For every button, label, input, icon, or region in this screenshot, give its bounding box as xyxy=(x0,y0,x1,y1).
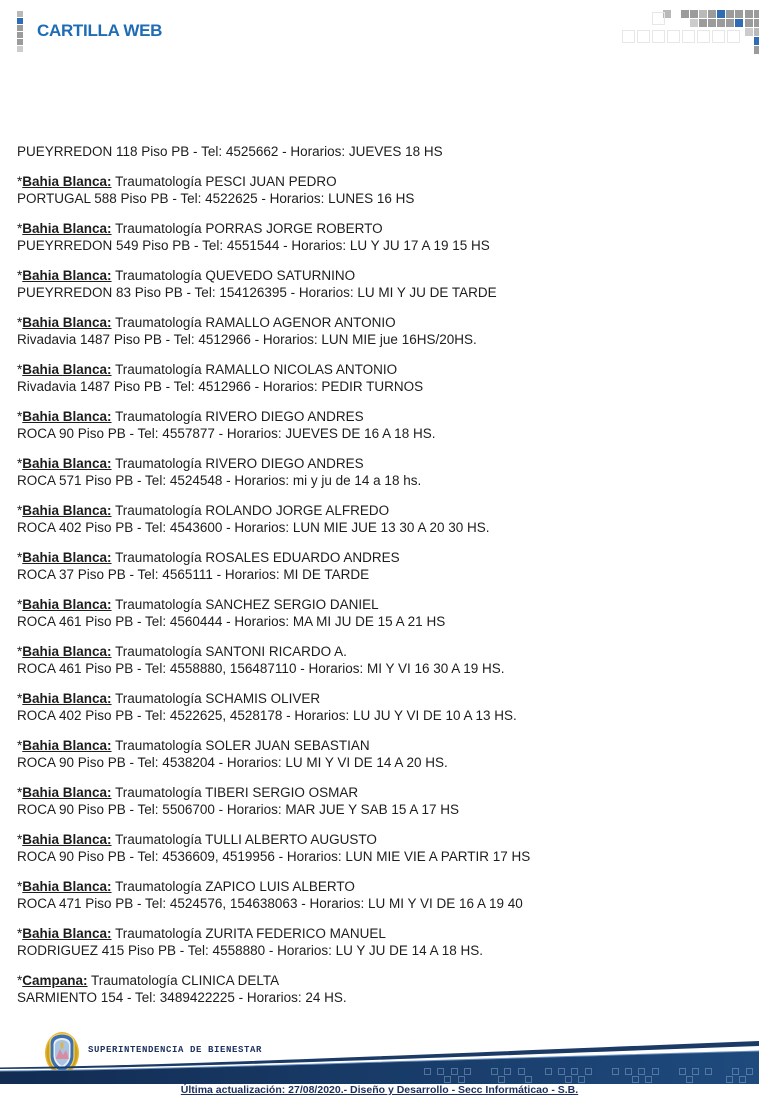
band-square-decor xyxy=(444,1076,451,1083)
mosaic-square xyxy=(712,30,725,43)
mosaic-square xyxy=(690,19,698,27)
band-square-decor xyxy=(571,1068,578,1075)
band-square-decor xyxy=(565,1076,572,1083)
mosaic-square xyxy=(727,30,740,43)
entry-detail: RODRIGUEZ 415 Piso PB - Tel: 4558880 - Horarios: LU Y JU DE 14 A 18 HS. xyxy=(17,943,483,958)
entry-specialty-name: Traumatología RAMALLO NICOLAS ANTONIO xyxy=(115,362,398,377)
provider-entry xyxy=(17,173,737,207)
entry-city: Bahia Blanca: xyxy=(22,691,112,706)
entry-specialty-name: Traumatología CLINICA DELTA xyxy=(91,973,280,988)
entry-detail: PUEYRREDON 549 Piso PB - Tel: 4551544 - Horarios: LU Y JU 17 A 19 15 HS xyxy=(17,238,490,253)
entry-city: Bahia Blanca: xyxy=(22,597,112,612)
entry-detail: ROCA 90 Piso PB - Tel: 4557877 - Horarios: JUEVES DE 16 A 18 HS. xyxy=(17,426,436,441)
provider-entry xyxy=(17,925,737,959)
mosaic-square xyxy=(735,10,743,18)
provider-entry xyxy=(17,549,737,583)
provider-entry xyxy=(17,690,737,724)
entry-heading xyxy=(17,361,737,378)
mosaic-square xyxy=(681,10,689,18)
band-square-decor xyxy=(518,1068,525,1075)
entry-city: Bahia Blanca: xyxy=(22,738,112,753)
provider-entry xyxy=(17,737,737,771)
mosaic-square xyxy=(754,10,759,18)
provider-entry xyxy=(17,878,737,912)
entry-heading xyxy=(17,220,737,237)
entry-city: Bahia Blanca: xyxy=(22,174,112,189)
entry-detail: ROCA 471 Piso PB - Tel: 4524576, 154638063 - Horarios: LU MI Y VI DE 16 A 19 40 xyxy=(17,896,523,911)
entry-detail: PORTUGAL 588 Piso PB - Tel: 4522625 - Horarios: LUNES 16 HS xyxy=(17,191,415,206)
mosaic-square xyxy=(754,37,759,45)
mosaic-square xyxy=(708,10,716,18)
mosaic-square xyxy=(17,25,23,31)
entry-specialty-name: Traumatología PESCI JUAN PEDRO xyxy=(115,174,337,189)
provider-entry xyxy=(17,220,737,254)
entry-star: * xyxy=(17,409,23,424)
entry-city: Bahia Blanca: xyxy=(22,785,112,800)
provider-entry xyxy=(17,502,737,536)
entry-detail: ROCA 90 Piso PB - Tel: 4536609, 4519956 - Horarios: LUN MIE VIE A PARTIR 17 HS xyxy=(17,849,531,864)
entry-heading xyxy=(17,690,737,707)
mosaic-square xyxy=(754,46,759,54)
mosaic-square xyxy=(717,19,725,27)
entry-city: Bahia Blanca: xyxy=(22,315,112,330)
provider-entry xyxy=(17,455,737,489)
entry-star: * xyxy=(17,362,23,377)
provider-entry xyxy=(17,314,737,348)
entry-specialty-name: Traumatología SCHAMIS OLIVER xyxy=(115,691,321,706)
mosaic-square xyxy=(745,28,753,36)
entry-detail: ROCA 461 Piso PB - Tel: 4560444 - Horarios: MA MI JU DE 15 A 21 HS xyxy=(17,614,446,629)
mosaic-square xyxy=(667,30,680,43)
band-square-decor xyxy=(679,1068,686,1075)
entry-city: Bahia Blanca: xyxy=(22,268,112,283)
entry-heading xyxy=(17,455,737,472)
mosaic-square xyxy=(699,19,707,27)
entry-star: * xyxy=(17,644,23,659)
band-square-decor xyxy=(726,1076,733,1083)
provider-entry xyxy=(17,408,737,442)
mosaic-square xyxy=(754,28,759,36)
provider-entry xyxy=(17,361,737,395)
mosaic-square xyxy=(735,19,743,27)
band-square-decor xyxy=(558,1068,565,1075)
entry-star: * xyxy=(17,174,23,189)
entry-heading xyxy=(17,831,737,848)
mosaic-square xyxy=(682,30,695,43)
entry-heading xyxy=(17,925,737,942)
entry-specialty-name: Traumatología RIVERO DIEGO ANDRES xyxy=(115,409,364,424)
entry-city: Bahia Blanca: xyxy=(22,409,112,424)
entry-heading xyxy=(17,737,737,754)
entry-heading xyxy=(17,408,737,425)
entry-detail: SARMIENTO 154 - Tel: 3489422225 - Horarios: 24 HS. xyxy=(17,990,347,1005)
entry-detail: ROCA 402 Piso PB - Tel: 4543600 - Horarios: LUN MIE JUE 13 30 A 20 30 HS. xyxy=(17,520,490,535)
band-square-decor xyxy=(451,1068,458,1075)
mosaic-square xyxy=(697,30,710,43)
band-square-decor xyxy=(625,1068,632,1075)
entry-city: Bahia Blanca: xyxy=(22,550,112,565)
entry-specialty-name: Traumatología ZURITA FEDERICO MANUEL xyxy=(115,926,386,941)
entry-city: Bahia Blanca: xyxy=(22,362,112,377)
entry-star: * xyxy=(17,691,23,706)
entry-heading xyxy=(17,596,737,613)
entry-heading xyxy=(17,267,737,284)
entries-container xyxy=(17,173,737,1006)
mosaic-square xyxy=(17,39,23,45)
entry-detail: ROCA 571 Piso PB - Tel: 4524548 - Horarios: mi y ju de 14 a 18 hs. xyxy=(17,473,422,488)
band-square-decor xyxy=(578,1076,585,1083)
band-square-decor xyxy=(525,1076,532,1083)
entry-heading xyxy=(17,549,737,566)
mosaic-square xyxy=(726,10,734,18)
mosaic-square xyxy=(754,19,759,27)
entry-heading xyxy=(17,878,737,895)
entry-city: Bahia Blanca: xyxy=(22,879,112,894)
provider-entry xyxy=(17,643,737,677)
band-square-decor xyxy=(491,1068,498,1075)
entry-star: * xyxy=(17,879,23,894)
entry-detail: ROCA 90 Piso PB - Tel: 5506700 - Horarios: MAR JUE Y SAB 15 A 17 HS xyxy=(17,802,459,817)
mosaic-square xyxy=(637,30,650,43)
band-square-decor xyxy=(746,1068,753,1075)
band-square-decor xyxy=(686,1076,693,1083)
mosaic-square xyxy=(17,32,23,38)
entry-detail: ROCA 90 Piso PB - Tel: 4538204 - Horarios: LU MI Y VI DE 14 A 20 HS. xyxy=(17,755,448,770)
entry-specialty-name: Traumatología RIVERO DIEGO ANDRES xyxy=(115,456,364,471)
entry-star: * xyxy=(17,926,23,941)
entry-specialty-name: Traumatología TIBERI SERGIO OSMAR xyxy=(115,785,359,800)
entry-star: * xyxy=(17,315,23,330)
provider-entry xyxy=(17,831,737,865)
listing-continuation-line: PUEYRREDON 118 Piso PB - Tel: 4525662 - Horarios: JUEVES 18 HS xyxy=(17,144,443,159)
band-square-decor xyxy=(437,1068,444,1075)
entry-heading xyxy=(17,314,737,331)
mosaic-square xyxy=(690,10,698,18)
org-name: SUPERINTENDENCIA DE BIENESTAR xyxy=(88,1045,263,1055)
band-square-decor xyxy=(692,1068,699,1075)
entry-star: * xyxy=(17,785,23,800)
entry-heading xyxy=(17,502,737,519)
entry-star: * xyxy=(17,268,23,283)
band-square-decor xyxy=(464,1068,471,1075)
mosaic-square xyxy=(745,10,753,18)
mosaic-square xyxy=(717,10,725,18)
entry-star: * xyxy=(17,221,23,236)
mosaic-square xyxy=(699,10,707,18)
band-square-decor xyxy=(739,1076,746,1083)
mosaic-square xyxy=(708,19,716,27)
entry-city: Bahia Blanca: xyxy=(22,221,112,236)
band-square-decor xyxy=(424,1068,431,1075)
entry-specialty-name: Traumatología ZAPICO LUIS ALBERTO xyxy=(115,879,355,894)
entry-specialty-name: Traumatología QUEVEDO SATURNINO xyxy=(115,268,356,283)
band-square-decor xyxy=(498,1076,505,1083)
entry-star: * xyxy=(17,738,23,753)
entry-heading xyxy=(17,784,737,801)
entry-specialty-name: Traumatología SANTONI RICARDO A. xyxy=(115,644,347,659)
page-title: CARTILLA WEB xyxy=(37,21,163,40)
band-square-decor xyxy=(732,1068,739,1075)
mosaic-square xyxy=(17,46,23,52)
band-square-decor xyxy=(458,1076,465,1083)
entry-detail: PUEYRREDON 83 Piso PB - Tel: 154126395 - Horarios: LU MI Y JU DE TARDE xyxy=(17,285,497,300)
band-square-decor xyxy=(612,1068,619,1075)
entry-detail: ROCA 402 Piso PB - Tel: 4522625, 4528178 - Horarios: LU JU Y VI DE 10 A 13 HS. xyxy=(17,708,517,723)
entry-detail: Rivadavia 1487 Piso PB - Tel: 4512966 - Horarios: PEDIR TURNOS xyxy=(17,379,424,394)
mosaic-square xyxy=(726,19,734,27)
entry-city: Bahia Blanca: xyxy=(22,832,112,847)
entry-specialty-name: Traumatología SOLER JUAN SEBASTIAN xyxy=(115,738,370,753)
entry-city: Campana: xyxy=(22,973,88,988)
entry-specialty-name: Traumatología RAMALLO AGENOR ANTONIO xyxy=(115,315,396,330)
entry-city: Bahia Blanca: xyxy=(22,926,112,941)
mosaic-square xyxy=(745,19,753,27)
mosaic-square xyxy=(652,30,665,43)
mosaic-square xyxy=(17,18,23,24)
entry-specialty-name: Traumatología SANCHEZ SERGIO DANIEL xyxy=(115,597,379,612)
provider-entry xyxy=(17,596,737,630)
entry-city: Bahia Blanca: xyxy=(22,503,112,518)
entry-detail: Rivadavia 1487 Piso PB - Tel: 4512966 - Horarios: LUN MIE jue 16HS/20HS. xyxy=(17,332,477,347)
band-square-decor xyxy=(645,1076,652,1083)
provider-entry xyxy=(17,972,737,1006)
entry-heading xyxy=(17,972,737,989)
entry-star: * xyxy=(17,503,23,518)
mosaic-square xyxy=(622,30,635,43)
provider-entry xyxy=(17,267,737,301)
band-square-decor xyxy=(504,1068,511,1075)
band-square-decor xyxy=(705,1068,712,1075)
entry-star: * xyxy=(17,456,23,471)
entry-heading xyxy=(17,173,737,190)
last-updated-line: Última actualización: 27/08/2020.- Diseño y Desarrollo - Secc Informáticao - S.B. xyxy=(180,1084,579,1096)
entry-star: * xyxy=(17,973,23,988)
band-square-decor xyxy=(652,1068,659,1075)
entry-star: * xyxy=(17,597,23,612)
entry-specialty-name: Traumatología PORRAS JORGE ROBERTO xyxy=(115,221,383,236)
provider-listing xyxy=(17,143,737,1006)
entry-specialty-name: Traumatología TULLI ALBERTO AUGUSTO xyxy=(115,832,377,847)
band-square-decor xyxy=(585,1068,592,1075)
entry-specialty-name: Traumatología ROSALES EDUARDO ANDRES xyxy=(115,550,400,565)
entry-heading xyxy=(17,643,737,660)
entry-star: * xyxy=(17,550,23,565)
mosaic-square xyxy=(652,12,665,25)
entry-detail: ROCA 461 Piso PB - Tel: 4558880, 156487110 - Horarios: MI Y VI 16 30 A 19 HS. xyxy=(17,661,505,676)
entry-detail: ROCA 37 Piso PB - Tel: 4565111 - Horarios: MI DE TARDE xyxy=(17,567,370,582)
band-square-decor xyxy=(638,1068,645,1075)
entry-city: Bahia Blanca: xyxy=(22,644,112,659)
entry-specialty-name: Traumatología ROLANDO JORGE ALFREDO xyxy=(115,503,390,518)
entry-star: * xyxy=(17,832,23,847)
band-square-decor xyxy=(632,1076,639,1083)
mosaic-square xyxy=(17,11,23,17)
band-square-decor xyxy=(545,1068,552,1075)
entry-city: Bahia Blanca: xyxy=(22,456,112,471)
provider-entry xyxy=(17,784,737,818)
